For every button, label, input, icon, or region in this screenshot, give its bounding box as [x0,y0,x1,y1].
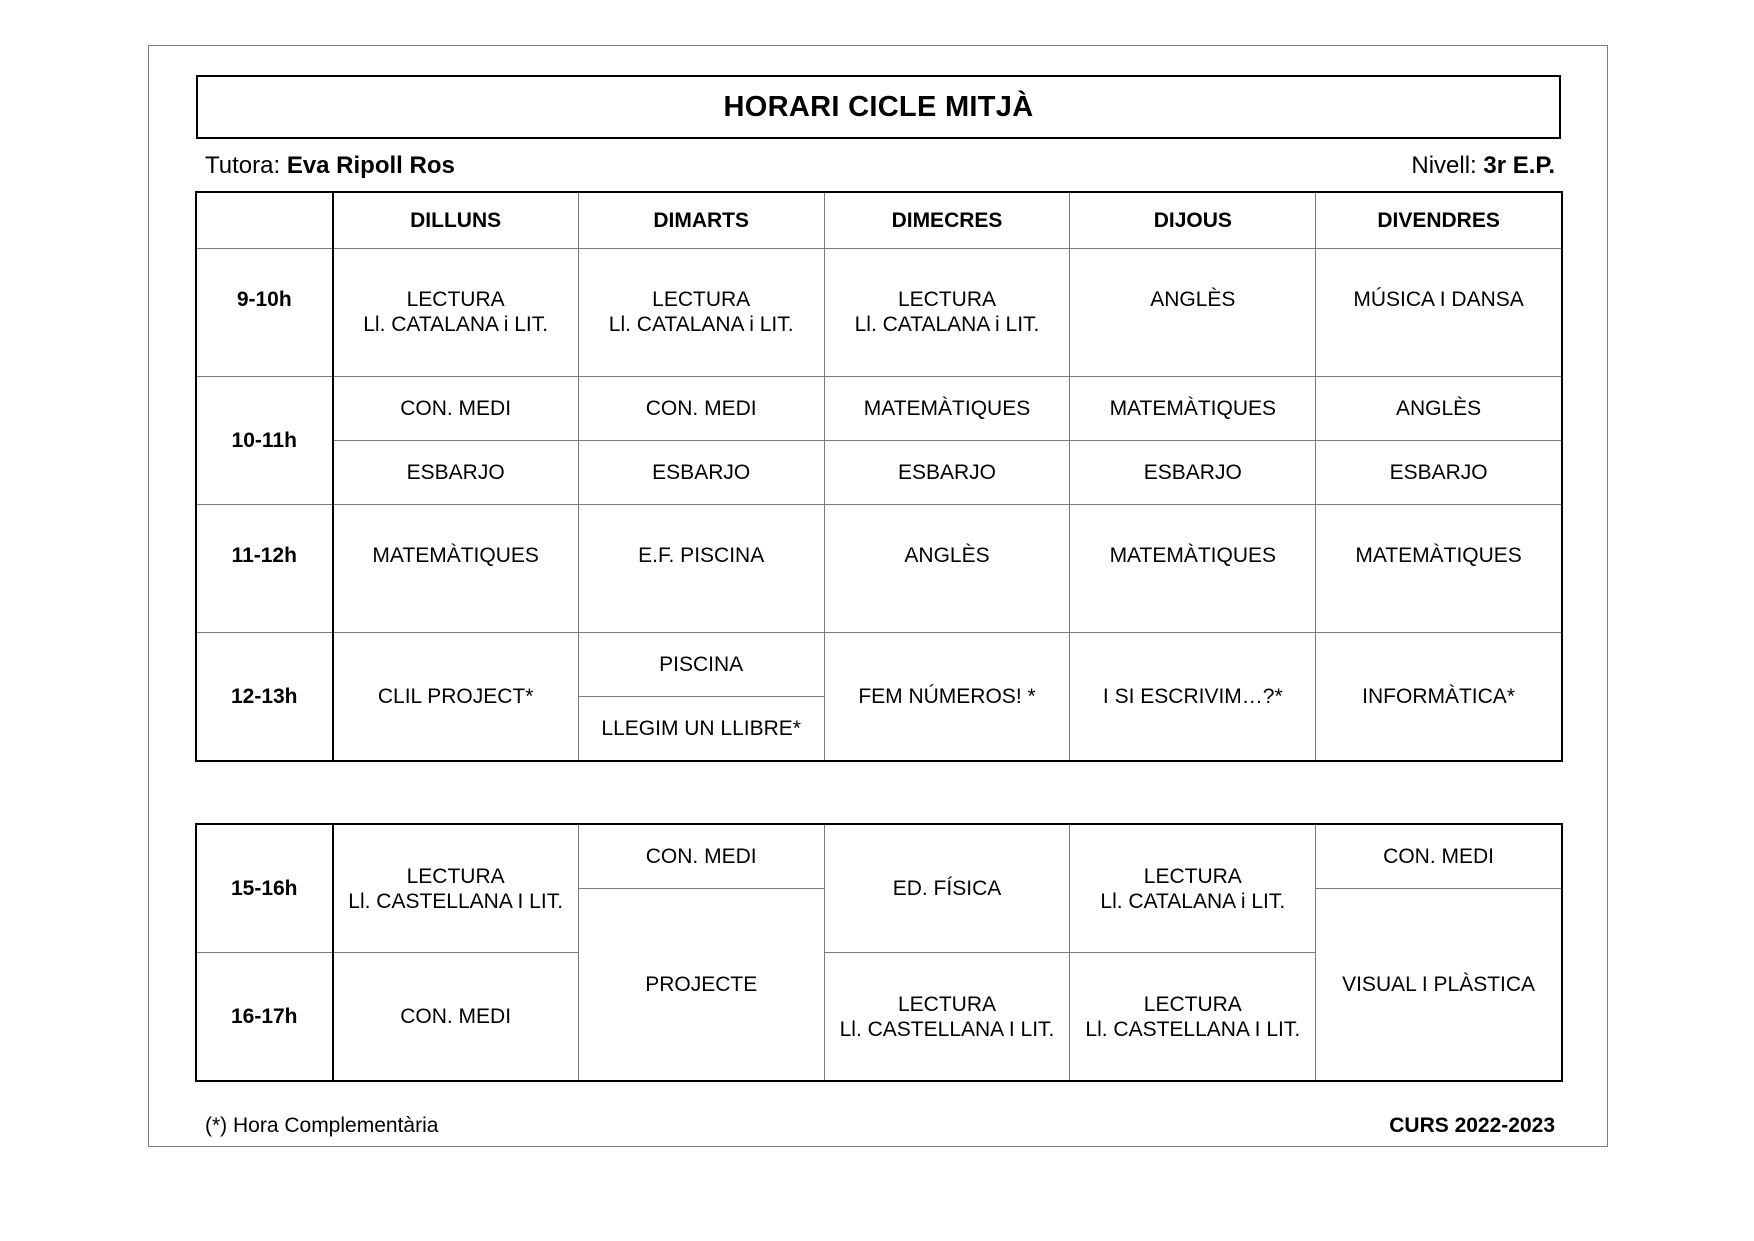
time-slot: 12-13h [197,633,333,761]
schedule-cell: ANGLÈS [1316,377,1562,441]
schedule-cell: FEM NÚMEROS! * [824,633,1070,761]
schedule-cell: CON. MEDI [333,953,579,1081]
cell-line: LECTURA [1143,992,1242,1016]
cell-line: Ll. CASTELLANA I LIT. [1085,1017,1301,1041]
cell-line: LECTURA [406,864,505,888]
level-value: 3r E.P. [1483,152,1555,179]
schedule-cell: ESBARJO [1070,441,1316,505]
corner-cell [197,193,333,249]
level-label: Nivell: [1411,152,1477,179]
schedule-cell: ANGLÈS [824,505,1070,633]
schedule-cell: E.F. PISCINA [578,505,824,633]
table-row [197,249,1562,377]
cell-line: LECTURA [406,288,505,311]
day-header-tuesday: DIMARTS [578,193,824,249]
schedule-cell: MATEMÀTIQUES [333,505,579,633]
schedule-cell: PROJECTE [578,889,824,1081]
schedule-cell: I SI ESCRIVIM…?* [1070,633,1316,761]
level-info [1411,152,1555,180]
schedule-cell: MATEMÀTIQUES [824,377,1070,441]
table-row [197,441,1562,505]
cell-line: LECTURA [897,288,996,311]
day-header-thursday: DIJOUS [1070,193,1316,249]
table-row [197,825,1562,889]
schedule-cell [333,825,579,953]
day-header-friday: DIVENDRES [1316,193,1562,249]
tutor-label: Tutora: [205,152,281,179]
afternoon-timetable [196,824,1562,1081]
schedule-cell: ESBARJO [578,441,824,505]
schedule-cell: CLIL PROJECT* [333,633,579,761]
day-header-monday: DILLUNS [333,193,579,249]
schedule-cell: MATEMÀTIQUES [1316,505,1562,633]
morning-timetable [196,192,1562,761]
cell-line: Ll. CASTELLANA I LIT. [348,889,564,913]
schedule-cell [1070,953,1316,1081]
schedule-cell: MATEMÀTIQUES [1070,505,1316,633]
schedule-cell: ESBARJO [824,441,1070,505]
page-title: HORARI CICLE MITJÀ [196,75,1561,139]
cell-line: LECTURA [652,288,751,311]
schedule-cell: MÚSICA I DANSA [1316,249,1562,377]
schedule-cell [333,249,579,377]
schedule-cell: ESBARJO [1316,441,1562,505]
schedule-cell: ANGLÈS [1070,249,1316,377]
cell-line: LECTURA [897,992,996,1016]
footnote: (*) Hora Complementària [205,1114,439,1137]
tutor-name: Eva Ripoll Ros [286,152,455,179]
time-slot: 15-16h [197,825,333,953]
header-row [197,193,1562,249]
schedule-cell [578,249,824,377]
schedule-cell: CON. MEDI [333,377,579,441]
time-slot: 10-11h [197,377,333,505]
schedule-cell: MATEMÀTIQUES [1070,377,1316,441]
schedule-cell [1070,825,1316,953]
schedule-cell [824,953,1070,1081]
time-slot: 11-12h [197,505,333,633]
schedule-cell: LLEGIM UN LLIBRE* [578,697,824,761]
schedule-cell: INFORMÀTICA* [1316,633,1562,761]
schedule-cell: CON. MEDI [578,825,824,889]
cell-line: Ll. CATALANA i LIT. [608,313,794,336]
tutor-info [205,152,455,180]
cell-line: Ll. CATALANA i LIT. [363,313,549,336]
table-row [197,505,1562,633]
schedule-cell: ED. FÍSICA [824,825,1070,953]
schedule-cell [824,249,1070,377]
schedule-cell: VISUAL I PLÀSTICA [1316,889,1562,1081]
table-row [197,377,1562,441]
time-slot: 9-10h [197,249,333,377]
cell-line: Ll. CATALANA i LIT. [1100,889,1286,913]
day-header-wednesday: DIMECRES [824,193,1070,249]
cell-line: LECTURA [1143,864,1242,888]
schedule-cell: ESBARJO [333,441,579,505]
time-slot: 16-17h [197,953,333,1081]
schedule-cell: CON. MEDI [1316,825,1562,889]
table-row [197,633,1562,697]
schedule-cell: CON. MEDI [578,377,824,441]
course-year: CURS 2022-2023 [1389,1114,1555,1137]
cell-line: Ll. CATALANA i LIT. [854,313,1040,336]
cell-line: Ll. CASTELLANA I LIT. [839,1017,1055,1041]
schedule-cell: PISCINA [578,633,824,697]
